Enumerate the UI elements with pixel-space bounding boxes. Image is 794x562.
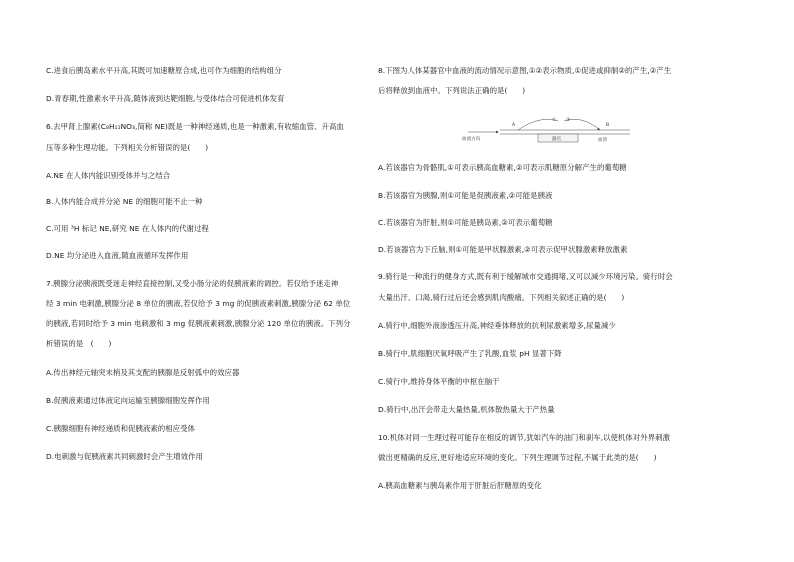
q7-stem-line3: 的胰液,若同时给予 3 min 电刺激和 3 mg 促胰液素刺激,胰腺分泌 120 单位的胰液。下列分 — [46, 319, 351, 328]
q8-option-c: C.若该器官为肝脏,则①可能是胰岛素,②可表示葡萄糖 — [378, 218, 553, 227]
vessel-label: 血管 — [598, 138, 608, 143]
flow-arrowhead — [496, 131, 499, 134]
q9-option-b: B.骑行中,肌细胞厌氧呼吸产生了乳酸,血浆 pH 显著下降 — [378, 349, 562, 358]
label-b: B — [606, 123, 610, 128]
q9-stem-line1: 9.骑行是一种流行的健身方式,既有利于缓解城市交通拥堵,又可以减少环境污染。骑行时会 — [378, 272, 673, 281]
q7-stem-line4: 析错误的是 ( ) — [46, 339, 112, 348]
q6-option-d: D.NE 均分泌进入血液,随血液循环发挥作用 — [46, 251, 189, 260]
q6-option-a: A.NE 在人体内能识别受体并与之结合 — [46, 171, 171, 180]
q7-option-b: B.促胰液素通过体液定向运输至胰腺细胞发挥作用 — [46, 396, 210, 405]
q6-option-b: B.人体内能合成并分泌 NE 的细胞可能不止一种 — [46, 197, 203, 206]
q7-option-a: A.传出神经元轴突末梢及其支配的胰腺是反射弧中的效应器 — [46, 368, 240, 377]
q5-option-d: D.青春期,性激素水平升高,随体液到达靶细胞,与受体结合可促进机体发育 — [46, 94, 285, 103]
q7-stem-line2: 经 3 min 电刺激,胰腺分泌 8 单位的胰液,若仅给予 3 mg 的促胰液素刺激,胰腺分泌 62 单位 — [46, 299, 351, 308]
label-substance-2: ② — [566, 118, 571, 123]
q9-option-a: A.骑行中,细胞外液渗透压升高,神经垂体释放的抗利尿激素增多,尿量减少 — [378, 321, 616, 330]
q6-stem-line2: 压等多种生理功能。下列相关分析错误的是( ) — [46, 143, 209, 152]
q10-option-a: A.胰高血糖素与胰岛素作用于肝脏后肝糖原的变化 — [378, 481, 542, 490]
q5-option-c: C.进食后胰岛素水平升高,其既可加速糖原合成,也可作为细胞的结构组分 — [46, 66, 282, 75]
q10-stem-line2: 做出更精确的反应,更好地适应环境的变化。下列生理调节过程,不属于此类的是( ) — [378, 453, 657, 462]
label-substance-1: ① — [552, 118, 557, 123]
q8-stem-line2: 后将释放到血液中。下列说法正确的是( ) — [378, 86, 526, 95]
q8-option-d: D.若该器官为下丘脑,则①可能是甲状腺激素,②可表示促甲状腺激素释放激素 — [378, 245, 628, 254]
q10-stem-line1: 10.机体对同一生理过程可能存在相反的调节,犹如汽车的油门和刹车,以使机体对外界刺激 — [378, 433, 671, 442]
label-a: A — [512, 123, 516, 128]
q9-option-c: C.骑行中,维持身体平衡的中枢在脑干 — [378, 377, 500, 386]
q6-option-c: C.可用 ³H 标记 NE,研究 NE 在人体内的代谢过程 — [46, 224, 209, 233]
q7-option-c: C.胰腺细胞有神经递质和促胰液素的相应受体 — [46, 424, 195, 433]
q8-option-a: A.若该器官为骨骼肌,①可表示胰高血糖素,②可表示肌糖原分解产生的葡萄糖 — [378, 163, 627, 172]
organ-label: 器官 — [552, 137, 562, 142]
q7-stem-line1: 7.胰腺分泌胰液既受迷走神经直接控制,又受小肠分泌的促胰液素的调控。若仅给予迷走神 — [46, 279, 339, 288]
q7-option-d: D.电刺激与促胰液素共同刺激时会产生增效作用 — [46, 452, 203, 461]
q9-option-d: D.骑行中,出汗会带走大量热量,机体散热量大于产热量 — [378, 405, 555, 414]
flow-direction-label: 血流方向 — [462, 137, 481, 142]
q8-stem-line1: 8.下图为人体某器官中血液的流动情况示意图,①②表示物质,①促进或抑制②的产生,②产生 — [378, 66, 672, 75]
blood-flow-diagram — [460, 113, 640, 147]
q9-stem-line2: 大量出汗、口渴,骑行过后还会感到肌肉酸痛。下列相关叙述正确的是( ) — [378, 293, 625, 302]
q6-stem-line1: 6.去甲肾上腺素(C₈H₁₁NO₃,简称 NE)既是一种神经递质,也是一种激素,有收缩血管、升高血 — [46, 122, 344, 131]
q8-option-b: B.若该器官为胰腺,则①可能是促胰液素,②可能是胰液 — [378, 191, 553, 200]
